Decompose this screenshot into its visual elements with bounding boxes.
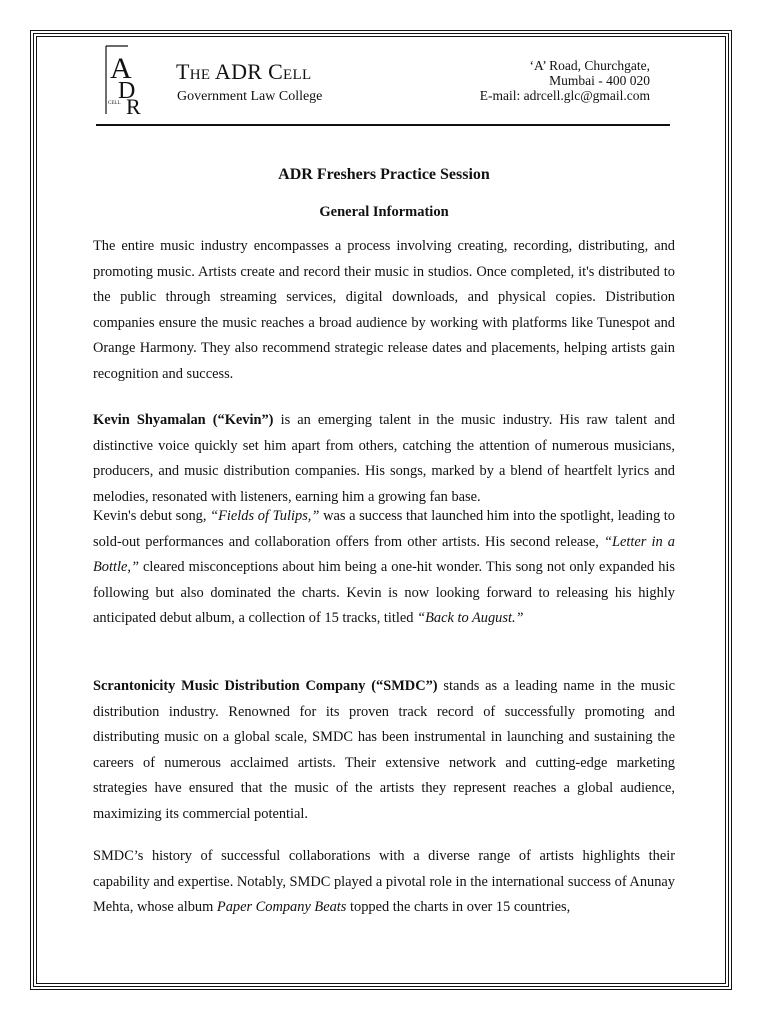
org-name: The ADR Cell [176,59,312,84]
document-title: ADR Freshers Practice Session [278,166,490,183]
smdc-name-bold: Scrantonicity Music Distribution Company (“SMDC”) [93,678,438,694]
album-paper-company-beats: Paper Company Beats [216,899,347,915]
song-title-1: “Fields of Tulips,” [210,508,320,524]
paragraph-smdc-intro [93,674,675,827]
org-subtitle: Government Law College [177,89,323,104]
logo-letter-d: D [118,78,136,104]
kevin-name-bold: Kevin Shyamalan (“Kevin”) [93,412,274,428]
adr-logo-mark [98,44,158,116]
album-title: “Back to August.” [417,610,524,626]
logo-letter-r: R [126,94,141,116]
header-divider [96,124,670,126]
logo-small-text: CELL [108,101,121,106]
adr-cell-logo [98,44,158,116]
smdc-intro-text: stands as a leading name in the music distribution industry. Renowned for its proven track record of successfully promoting and distributing music on a global scale, SMDC has been instrumental in launching and sustaining the careers of numerous acclaimed artists. Their extensive network and cutting-edge marketing strategies have ensured that the music of the artists they represent reaches a global audience, maximizing its commercial potential. [93,678,675,822]
paragraph-kevin-releases [93,504,675,632]
releases-text-a: Kevin's debut song, [93,508,211,524]
history-text-b: topped the charts in over 15 countries, [346,899,571,915]
address-line-1: ‘A’ Road, Churchgate, [529,58,650,73]
kevin-intro-text: is an emerging talent in the music industry. His raw talent and distinctive voice quickly set him apart from others, catching the attention of numerous musicians, producers, and music distribution companies. His songs, marked by a blend of heartfelt lyrics and melodies, resonated with listeners, earning him a growing fan base. [93,412,675,505]
song-title-2: “Letter in a Bottle,” [93,533,675,575]
email-line: E-mail: adrcell.glc@gmail.com [479,88,650,103]
address-line-2: Mumbai - 400 020 [549,73,650,88]
releases-text-b: was a success that launched him into the spotlight, leading to sold-out performances and collaboration offers from other artists. His second release, [93,508,675,550]
address-block [480,58,650,103]
paragraph-smdc-history [93,844,675,921]
paragraph-kevin-intro [93,408,675,510]
logo-letter-a: A [110,52,132,85]
releases-text-c: cleared misconceptions about him being a one-hit wonder. This song not only expanded his following but also dominated the charts. Kevin is now looking forward to releasing his highly anticipated debut album, a collection of 15 tracks, titled [93,559,675,626]
history-text-a: SMDC’s history of successful collaborations with a diverse range of artists highlights their capability and expertise. Notably, SMDC played a pivotal role in the international success of Anunay Mehta, whose album [93,848,675,915]
section-heading: General Information [319,204,449,220]
paragraph-music-industry: The entire music industry encompasses a process involving creating, recording, distributing, and promoting music. Artists create and record their music in studios. Once completed, it's distributed to the public through streaming services, digital downloads, and physical copies. Distribution companies ensure the music reaches a broad audience by working with platforms like Tunespot and Orange Harmony. They also recommend strategic release dates and placements, helping artists gain recognition and success. [93,238,675,382]
